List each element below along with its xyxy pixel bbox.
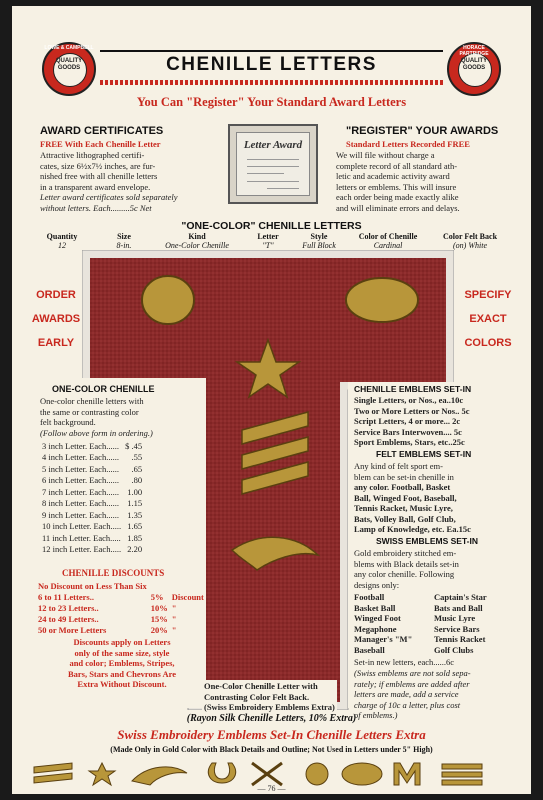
- page-title: CHENILLE LETTERS: [166, 54, 377, 75]
- title-rule-bottom: [100, 80, 443, 85]
- swiss-design-row: Megaphone Service Bars: [354, 623, 480, 634]
- certificates-body: Attractive lithographed certifi- cates, size 6½x7½ inches, are fur- nished free with all chenille letters in a transparent award envelope. Letter award certificates sold separately without letters. Each.........5c Net: [40, 150, 178, 213]
- discount-row: 50 or More Letters 20% ": [38, 624, 177, 635]
- certificate-image: [228, 124, 318, 204]
- emblems-setin-list: Single Letters, or Nos., ea..10c Two or More Letters or Nos.. 5c Script Letters, 4 or more... 2c Service Bars Interwoven.... 5c Sport Emblems, Stars, etc..25c: [354, 395, 470, 447]
- swiss-design-row: Basket Ball Bats and Ball: [354, 602, 483, 613]
- swiss-setin-body: Gold embroidery stitched em- blems with Black details set-in any color chenille. Following designs only:: [354, 548, 459, 590]
- seal-center-text: QUALITY GOODS: [55, 58, 83, 71]
- football-icon: [342, 763, 382, 785]
- spec-chenille-color: Color of Chenille Cardinal: [358, 232, 418, 250]
- seal-ring-text: LOWE & CAMPBELL: [44, 45, 94, 51]
- price-row: 3 inch Letter. Each...... $ .45: [42, 440, 143, 451]
- certificate-title: Letter Award: [243, 139, 303, 151]
- managers-m-icon: [394, 763, 420, 785]
- music-lyre-icon: [208, 763, 235, 783]
- price-row: 5 inch Letter. Each...... .65: [42, 463, 143, 474]
- discount-row: 24 to 49 Letters.. 15% ": [38, 613, 177, 624]
- price-row: 9 inch Letter. Each...... 1.35: [42, 509, 143, 520]
- discount-row: No Discount on Less Than Six: [38, 580, 147, 591]
- swiss-designs-table: [354, 592, 514, 655]
- swiss-design-row: Manager's "M" Tennis Racket: [354, 634, 486, 645]
- register-heading: "REGISTER" YOUR AWARDS: [346, 125, 499, 137]
- certificates-heading: AWARD CERTIFICATES: [40, 125, 164, 137]
- discounts-heading: CHENILLE DISCOUNTS: [62, 568, 165, 578]
- certificates-free: FREE With Each Chenille Letter: [40, 139, 161, 149]
- one-color-body: One-color chenille letters with the same or contrasting color felt background. (Follow above form in ordering.): [40, 396, 153, 438]
- page-number: — 76 —: [257, 784, 286, 793]
- discounts-note: Discounts apply on Letters only of the same size, style and color; Emblems, Stripes, Bars, Stars and Chevrons Are Extra Without Discount.: [67, 637, 177, 690]
- basketball-icon: [306, 763, 328, 785]
- title-rule-top: [100, 50, 443, 52]
- price-table: [40, 440, 144, 555]
- one-color-title: "ONE-COLOR" CHENILLE LETTERS: [181, 220, 362, 232]
- price-row: 7 inch Letter. Each...... 1.00: [42, 486, 143, 497]
- letter-caption: One-Color Chenille Letter with Contrasting Color Felt Back. (Swiss Embroidery Emblems Extra): [204, 681, 335, 713]
- price-row: 8 inch Letter. Each...... 1.15: [42, 498, 143, 509]
- emblems-setin-heading: CHENILLE EMBLEMS SET-IN: [354, 384, 472, 394]
- swiss-design-row: Winged Foot Music Lyre: [354, 613, 476, 624]
- swiss-design-row: Baseball Golf Clubs: [354, 644, 474, 655]
- felt-setin-heading: FELT EMBLEMS SET-IN: [376, 449, 472, 459]
- swiss-design-row: Football Captain's Star: [354, 592, 487, 603]
- price-row: 4 inch Letter. Each...... .55: [42, 452, 143, 463]
- swiss-title: Swiss Embroidery Emblems Set-In Chenille Letters Extra: [117, 727, 426, 742]
- discount-row: 12 to 23 Letters.. 10% ": [38, 602, 177, 613]
- spec-size: Size 8-in.: [116, 232, 132, 250]
- specify-colors-text: SPECIFY EXACT COLORS: [464, 289, 512, 349]
- price-row: 6 inch Letter. Each...... .80: [42, 475, 143, 486]
- one-color-heading: ONE-COLOR CHENILLE: [52, 384, 155, 394]
- rayon-note: (Rayon Silk Chenille Letters, 10% Extra): [186, 713, 357, 724]
- discount-table: [36, 580, 206, 635]
- swiss-setin-heading: SWISS EMBLEMS SET-IN: [376, 536, 479, 546]
- swiss-note: (Swiss emblems are not sold sepa- rately; if emblems are added after letters are made, add a service charge of 10c a letter, plus cost of emblems.): [354, 668, 471, 720]
- spec-letter: Letter "T": [257, 232, 279, 250]
- discount-row: 6 to 11 Letters.. 5% Discount: [38, 591, 204, 602]
- spec-quantity: Quantity 12: [46, 232, 78, 250]
- seal-center-text: QUALITY GOODS: [460, 58, 488, 71]
- register-free: Standard Letters Recorded FREE: [346, 139, 470, 149]
- price-row: 11 inch Letter. Each..... 1.85: [42, 532, 143, 543]
- basketball-emblem-icon: [142, 276, 194, 324]
- price-row: 12 inch Letter. Each..... 2.20: [42, 544, 143, 555]
- spec-kind: Kind One-Color Chenille: [165, 232, 229, 250]
- price-row: 10 inch Letter. Each..... 1.65: [42, 521, 143, 532]
- register-body: We will file without charge a complete record of all standard ath- letic and academic activity award letters or emblems. This will insure each order being made exactly alike and will eliminate errors and delays.: [336, 150, 460, 213]
- page-subtitle: You Can "Register" Your Standard Award Letters: [136, 95, 407, 109]
- made-only-note: (Made Only in Gold Color with Black Details and Outline; Not Used in Letters under 5" High): [110, 745, 433, 754]
- catalog-page: [12, 6, 531, 794]
- star-icon: [89, 763, 115, 785]
- football-emblem-icon: [346, 278, 418, 322]
- winged-foot-icon: [132, 767, 187, 785]
- spec-style: Style Full Block: [302, 232, 336, 250]
- order-early-text: ORDER AWARDS EARLY: [31, 289, 81, 349]
- seal-ring-text: HORACE PARTRIDGE: [459, 45, 489, 57]
- spec-felt-color: Color Felt Back (on) White: [442, 232, 498, 250]
- felt-setin-body: Any kind of felt sport em- blem can be set-in chenille in any color. Football, Basket Ball, Winged Foot, Baseball, Tennis Racket, Music Lyre, Bats, Volley Ball, Golf Club, Lamp of Knowledge, etc. Ea.15c: [354, 461, 471, 534]
- service-bar-icon: [34, 763, 72, 773]
- swiss-price: Set-in new letters, each......6c: [354, 657, 455, 667]
